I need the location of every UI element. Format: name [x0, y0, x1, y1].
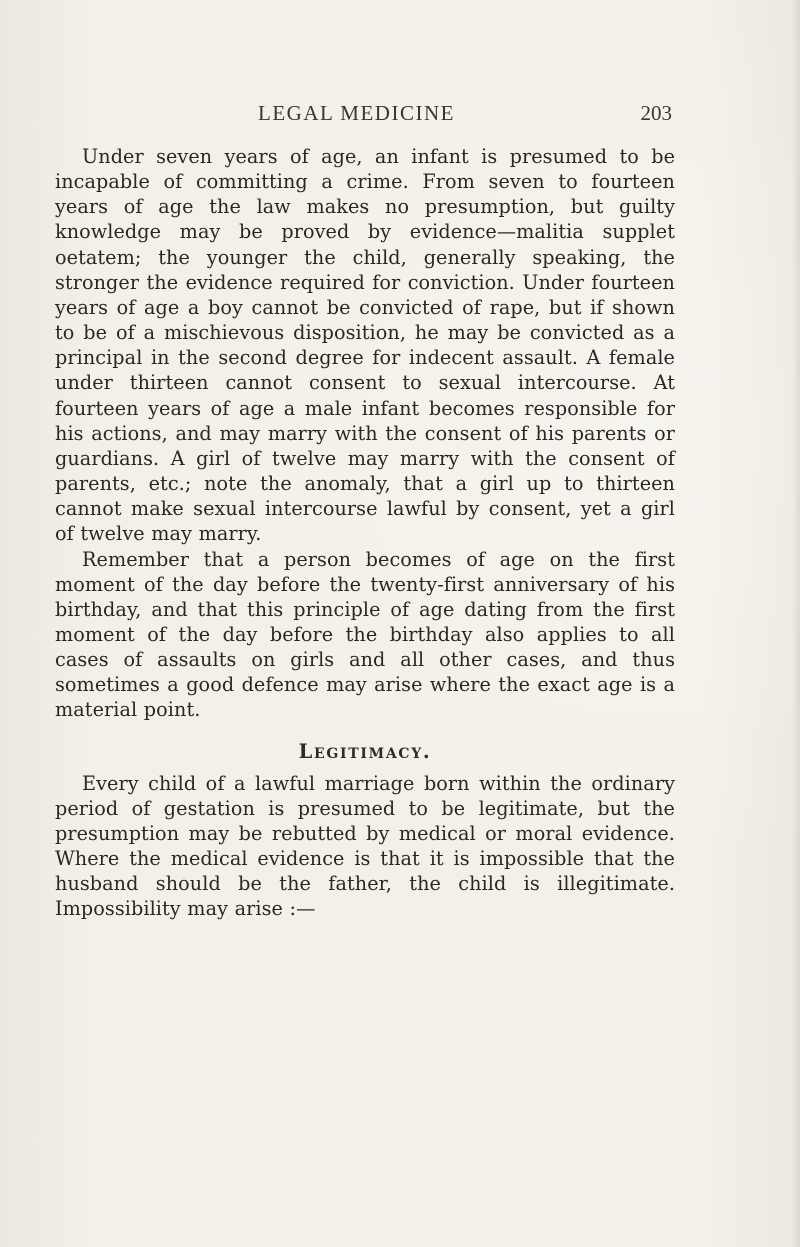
- section-heading-legitimacy: Legitimacy.: [298, 739, 432, 763]
- paragraph-legitimacy: Every child of a lawful marriage born within the ordinary period of gestation is presumed to be legitimate, but the presumption may be rebutted by medical or moral evidence. Where the medical evidence is that it is impossible that the husband should be the father, the child is illegitimate. Impossibility may arise :—: [55, 771, 675, 921]
- paragraph-criminal-responsibility: Under seven years of age, an infant is presumed to be incapable of committing a crime. From seven to fourteen years of age the law makes no presumption, but guilty knowledge may be proved by evidence—malitia supplet oetatem; the younger the child, generally speaking, the stronger the evidence required for conviction. Under fourteen years of age a boy cannot be convicted of rape, but if shown to be of a mischievous disposition, he may be convicted as a principal in the second degree for indecent assault. A female under thirteen cannot consent to sexual intercourse. At fourteen years of age a male infant becomes responsible for his actions, and may marry with the consent of his parents or guardians. A girl of twelve may marry with the consent of parents, etc.; note the anomaly, that a girl up to thirteen cannot make sexual intercourse lawful by consent, yet a girl of twelve may marry.: [55, 145, 675, 546]
- page-edge-shadow: [792, 0, 800, 1247]
- page-header: [258, 101, 672, 127]
- page-body: [55, 144, 675, 922]
- running-title: LEGAL MEDICINE: [258, 101, 455, 125]
- page-number: 203: [640, 101, 672, 125]
- paragraph-coming-of-age: Remember that a person becomes of age on the first moment of the day before the twenty-first anniversary of his birthday, and that this principle of age dating from the first moment of the day before the birthday also applies to all cases of assaults on girls and all other cases, and thus sometimes a good defence may arise where the exact age is a material point.: [55, 547, 675, 722]
